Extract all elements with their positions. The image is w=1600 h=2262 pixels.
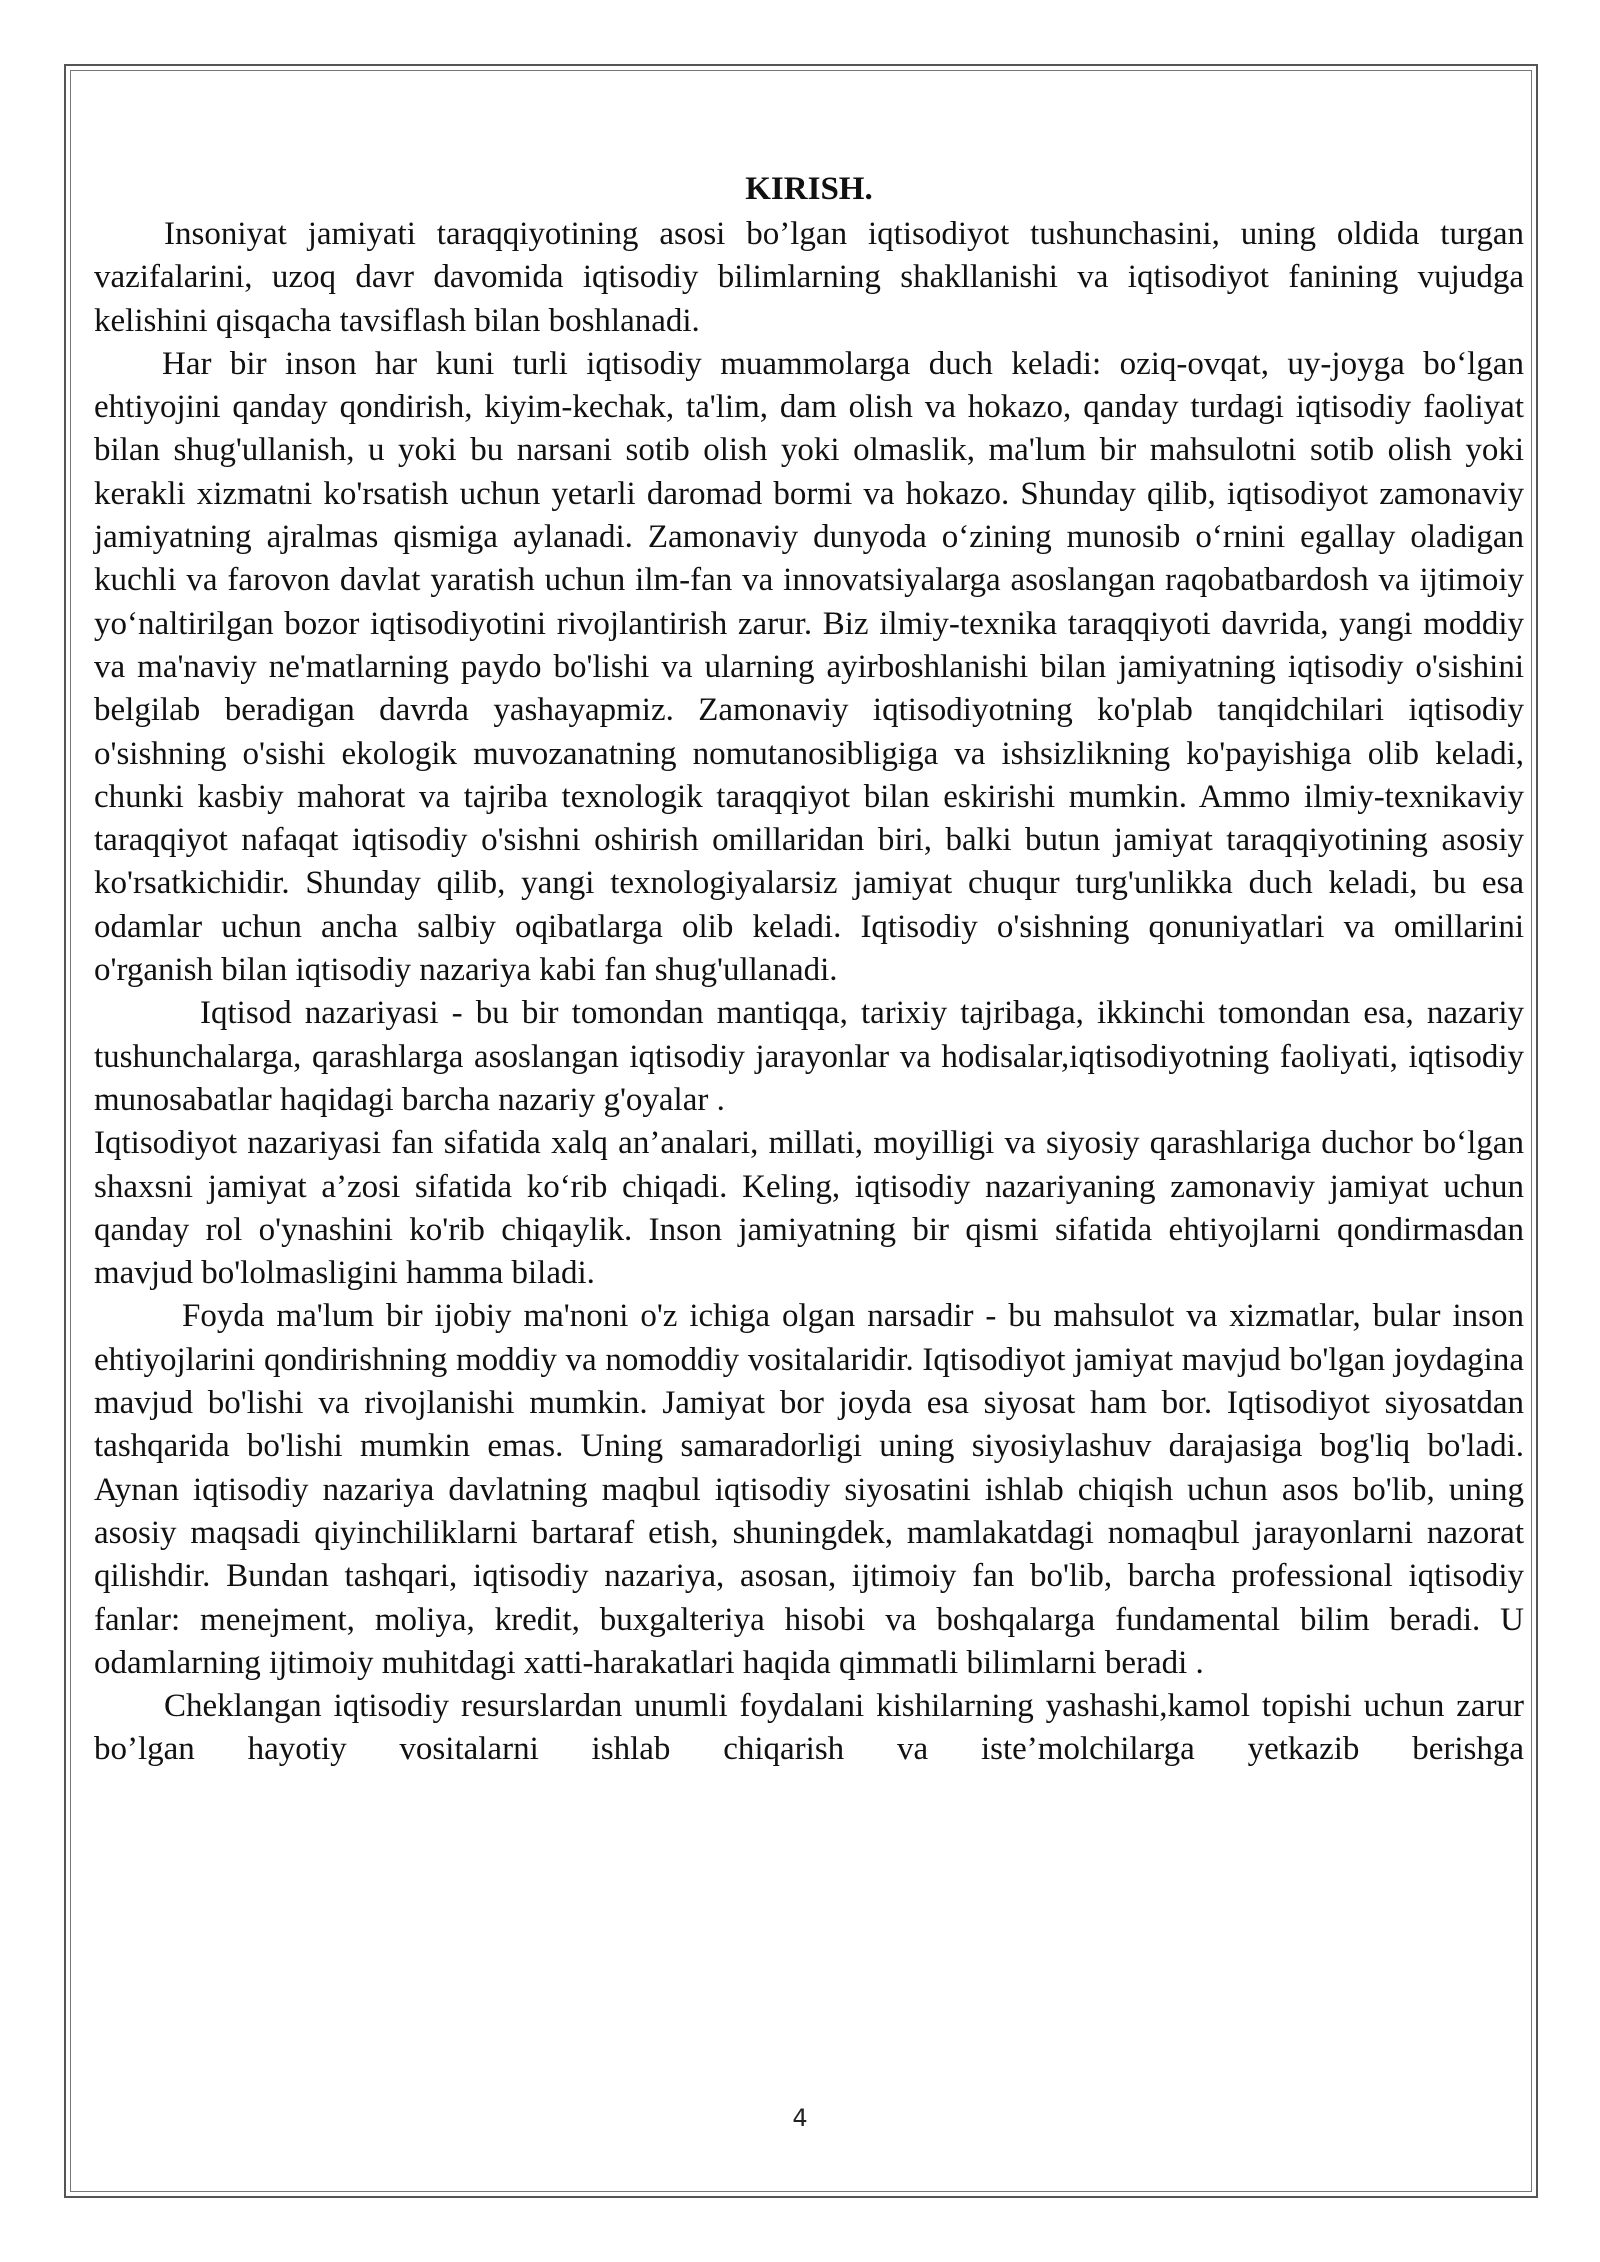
paragraph-economic-problems: Har bir inson har kuni turli iqtisodiy muammolarga duch keladi: oziq-ovqat, uy-joyga bo‘lgan ehtiyojini qanday qondirish, kiyim-kechak, ta'lim, dam olish va hokazo, qanday turdagi iqtisodiy faoliyat bilan shug'ullanish, u yoki bu narsani sotib olish yoki olmaslik, ma'lum bir mahsulotni sotib olish yoki kerakli xizmatni ko'rsatish uchun yetarli daromad bormi va hokazo. Shunday qilib, iqtisodiyot zamonaviy jamiyatning ajralmas qismiga aylanadi. Zamonaviy dunyoda o‘zining munosib o‘rnini egallay oladigan kuchli va farovon davlat yaratish uchun ilm-fan va innovatsiyalarga asoslangan raqobatbardosh va ijtimoiy yo‘naltirilgan bozor iqtisodiyotini rivojlantirish zarur. Biz ilmiy-texnika taraqqiyoti davrida, yangi moddiy va ma'naviy ne'matlarning paydo bo'lishi va ularning ayirboshlanishi bilan jamiyatning iqtisodiy o'sishini belgilab beradigan davrda yashayapmiz. Zamonaviy iqtisodiyotning ko'plab tanqidchilari iqtisodiy o'sishning o'sishi ekologik muvozanatning nomutanosibligiga va ishsizlikning ko'payishiga olib keladi, chunki kasbiy mahorat va tajriba texnologik taraqqiyot bilan eskirishi mumkin. Ammo ilmiy-texnikaviy taraqqiyot nafaqat iqtisodiy o'sishni oshirish omillaridan biri, balki butun jamiyat taraqqiyotining asosiy ko'rsatkichidir. Shunday qilib, yangi texnologiyalarsiz jamiyat chuqur turg'unlikka duch keladi, bu esa odamlar uchun ancha salbiy oqibatlarga olib keladi. Iqtisodiy o'sishning qonuniyatlari va omillarini o'rganish bilan iqtisodiy nazariya kabi fan shug'ullanadi. bbox=[94, 345, 1524, 989]
paragraph-economic-theory-science: Iqtisodiyot nazariyasi fan sifatida xalq an’analari, millati, moyilligi va siyosiy qarashlariga duchor bo‘lgan shaxsni jamiyat a’zosi sifatida ko‘rib chiqadi. Keling, iqtisodiy nazariyaning zamonaviy jamiyat uchun qanday rol o'ynashini ko'rib chiqaylik. Inson jamiyatning bir qismi sifatida ehtiyojlarni qondirmasdan mavjud bo'lolmasligini hamma biladi. bbox=[94, 1125, 1524, 1292]
paragraph-benefit: Foyda ma'lum bir ijobiy ma'noni o'z ichiga olgan narsadir - bu mahsulot va xizmatlar, bular inson ehtiyojlarini qondirishning moddiy va nomoddiy vositalaridir. Iqtisodiyot jamiyat mavjud bo'lgan joydagina mavjud bo'lishi va rivojlanishi mumkin. Jamiyat bor joyda esa siyosat ham bor. Iqtisodiyot siyosatdan tashqarida bo'lishi mumkin emas. Uning samaradorligi uning siyosiylashuv darajasiga bog'liq bo'ladi. Aynan iqtisodiy nazariya davlatning maqbul iqtisodiy siyosatini ishlab chiqish uchun asos bo'lib, uning asosiy maqsadi qiyinchiliklarni bartaraf etish, shuningdek, mamlakatdagi nomaqbul jarayonlarni nazorat qilishdir. Bundan tashqari, iqtisodiy nazariya, asosan, ijtimoiy fan bo'lib, barcha professional iqtisodiy fanlar: menejment, moliya, kredit, buxgalteriya hisobi va boshqalarga fundamental bilim beradi. U odamlarning ijtimoiy muhitdagi xatti-harakatlari haqida qimmatli bilimlarni beradi . bbox=[94, 1298, 1524, 1681]
paragraph-intro: Insoniyat jamiyati taraqqiyotining asosi bo’lgan iqtisodiyot tushunchasini, uning oldida turgan vazifalarini, uzoq davr davomida iqtisodiy bilimlarning shakllanishi va iqtisodiyot fanining vujudga kelishini qisqacha tavsiflash bilan boshlanadi. bbox=[94, 216, 1524, 339]
page-number: 4 bbox=[792, 2104, 808, 2132]
paragraph-limited-resources: Cheklangan iqtisodiy resurslardan unumli foydalani kishilarning yashashi,kamol topishi uchun zarur bo’lgan hayotiy vositalarni ishlab chiqarish va iste’molchilarga yetkazib berishga bbox=[94, 1688, 1524, 1768]
paragraph-economic-theory-definition: Iqtisod nazariyasi - bu bir tomondan mantiqqa, tarixiy tajribaga, ikkinchi tomondan esa, nazariy tushunchalarga, qarashlarga asoslangan iqtisodiy jarayonlar va hodisalar,iqtisodiyotning faoliyati, iqtisodiy munosabatlar haqidagi barcha nazariy g'oyalar . bbox=[94, 995, 1524, 1118]
document-body bbox=[94, 168, 1524, 1772]
document-title: KIRISH. bbox=[745, 171, 873, 207]
